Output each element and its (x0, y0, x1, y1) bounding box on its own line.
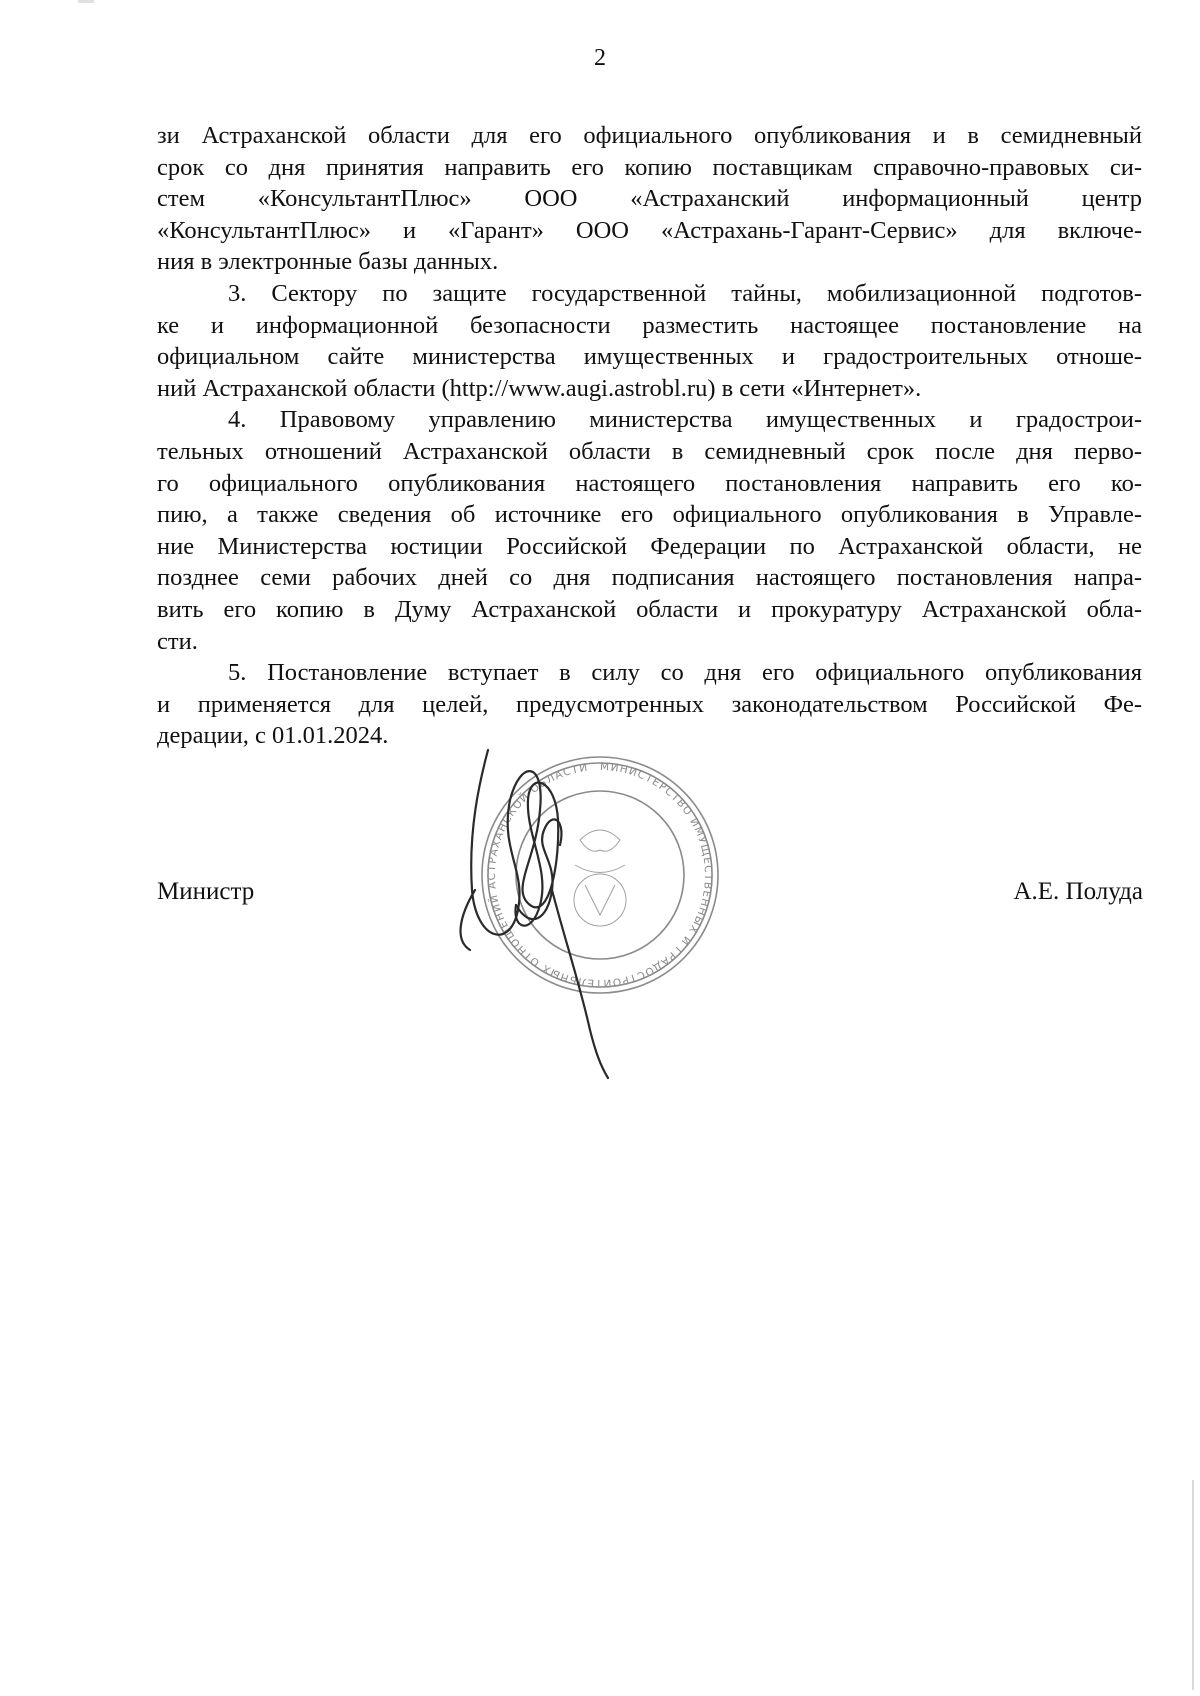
handwritten-signature (461, 750, 608, 1078)
official-seal (440, 740, 760, 1080)
text-line: го официального опубликования настоящего постановления направить его ко- (157, 469, 1142, 497)
paragraph-item-5 (157, 657, 1142, 752)
text-line: срок со дня принятия направить его копию поставщикам справочно-правовых си- (157, 153, 1142, 181)
text-line: «КонсультантПлюс» и «Гарант» ООО «Астрахань-Гарант-Сервис» для включе- (157, 216, 1142, 244)
paragraph-continuation (157, 120, 1142, 278)
scan-artifact (78, 0, 94, 3)
signatory-name: А.Е. Полуда (1013, 878, 1143, 905)
text-line: вить его копию в Думу Астраханской области и прокуратуру Астраханской обла- (157, 595, 1142, 623)
text-line: ния в электронные базы данных. (157, 248, 499, 276)
text-line: 3. Сектору по защите государственной тайны, мобилизационной подготов- (228, 279, 1142, 307)
text-line: и применяется для целей, предусмотренных законодательством Российской Фе- (157, 690, 1142, 718)
document-body (157, 120, 1142, 752)
text-line: тельных отношений Астраханской области в семидневный срок после дня перво- (157, 437, 1142, 465)
paragraph-item-3 (157, 278, 1142, 404)
seal-emblem (574, 830, 626, 926)
text-line: стем «КонсультантПлюс» ООО «Астраханский информационный центр (157, 185, 1142, 213)
text-line: ние Министерства юстиции Российской Федерации по Астраханской области, не (157, 532, 1142, 560)
scan-edge-line (1192, 1480, 1194, 1690)
text-line: ний Астраханской области (http://www.augi.astrobl.ru) в сети «Интернет». (157, 374, 922, 402)
text-line: официальном сайте министерства имущественных и градостроительных отноше- (157, 343, 1142, 371)
page-number: 2 (594, 45, 606, 71)
text-line: 5. Постановление вступает в силу со дня его официального опубликования (228, 659, 1142, 687)
text-line: 4. Правовому управлению министерства имущественных и градострои- (228, 406, 1142, 434)
paragraph-item-4 (157, 404, 1142, 657)
text-line: пию, а также сведения об источнике его официального опубликования в Управле- (157, 501, 1142, 529)
text-line: сти. (157, 627, 198, 655)
signatory-title: Министр (157, 878, 255, 905)
text-line: дерации, с 01.01.2024. (157, 722, 389, 750)
seal-ring-text: МИНИСТЕРСТВО ИМУЩЕСТВЕННЫХ И ГРАДОСТРОИТЕЛЬНЫХ ОТНОШЕНИЙ АСТРАХАНСКОЙ ОБЛАСТИ (485, 760, 715, 990)
text-line: позднее семи рабочих дней со дня подписания настоящего постановления напра- (157, 564, 1142, 592)
text-line: ке и информационной безопасности разместить настоящее постановление на (157, 311, 1142, 339)
text-line: зи Астраханской области для его официального опубликования и в семидневный (157, 122, 1142, 149)
